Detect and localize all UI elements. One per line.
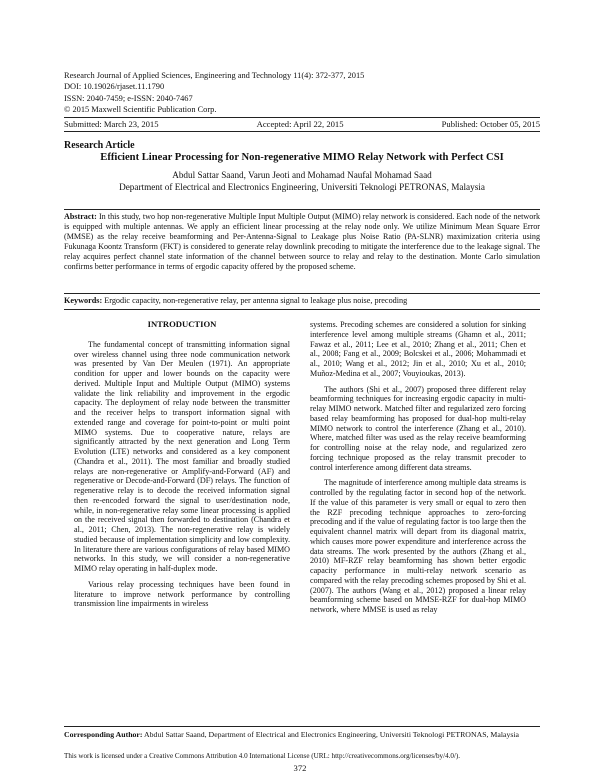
affiliation: Department of Electrical and Electronics Engineering, Universiti Teknologi PETRONAS, Malaysia (119, 182, 485, 192)
article-type: Research Article (64, 140, 135, 151)
paragraph: systems. Precoding schemes are considered a solution for sinking interference level among multiple streams (Ghamn et al., 2011; Fawaz et al., 2011; Lee et al., 2010; Zhang et al., 2011; Chen et al., 2008; Fang et al., 2009; Bolcskei et al., 2006; Mohammadi et al., 2010; Wang et al., 2012; Jin et al., 2010; Xu et al., 2010; Muñoz-Medina et al., 2007; Vouyioukas, 2013). (310, 320, 526, 378)
doi[interactable]: DOI: 10.19026/rjaset.11.1790 (64, 82, 165, 92)
issn: ISSN: 2040-7459; e-ISSN: 2040-7467 (64, 93, 193, 103)
page-number: 372 (293, 763, 307, 773)
accepted-date: Accepted: April 22, 2015 (256, 119, 344, 129)
published-date: Published: October 05, 2015 (441, 119, 540, 129)
authors: Abdul Sattar Saand, Varun Jeoti and Mohamad Naufal Mohamad Saad (172, 170, 432, 180)
submitted-date: Submitted: March 23, 2015 (64, 119, 159, 129)
keywords-text: Ergodic capacity, non-regenerative relay, per antenna signal to leakage plus noise, precoding (104, 296, 408, 305)
abstract (64, 212, 540, 271)
right-column (310, 320, 526, 621)
copyright: © 2015 Maxwell Scientific Publication Corp. (64, 105, 217, 115)
license-note: This work is licensed under a Creative Commons Attribution 4.0 International License (URL: http://creativecommons.org/licenses/by/4.0/). (64, 752, 461, 760)
divider-abstract-bottom (64, 293, 540, 294)
paragraph: The authors (Shi et al., 2007) proposed three different relay beamforming techniques for increasing ergodic capacity in multi-relay MIMO network. Matched filter and regularized zero forcing based relay beamforming has proposed for dual-hop multi-relay MIMO network to control the interference (Zhang et al., 2010). Where, matched filter was used as the relay receive beamforming for controlling noise at the relay node, and regularized zero forcing technique proposed as the relay transmit precoder to control interference among different data streams. (310, 384, 526, 472)
abstract-label: Abstract: (64, 212, 97, 221)
corresponding-label: Corresponding Author: (64, 730, 143, 739)
paragraph: Various relay processing techniques have been found in literature to improve network performance by controlling transmission line impairments in wireless (74, 579, 290, 609)
left-column (74, 320, 290, 615)
divider-dates (64, 131, 540, 132)
author-block (64, 169, 540, 193)
corresponding-author (64, 730, 540, 740)
abstract-text: In this study, two hop non-regenerative Multiple Input Multiple Output (MIMO) relay network is considered. Each node of the network is equipped with multiple antennas. We apply an efficient linear processing at the relay node only. We utilize Minimum Mean Square Error (MMSE) as the relay receive beamforming and Per-Antenna-Signal to Leakage plus Noise Ratio (PA-SLNR) maximization criteria using Fukunaga Koontz Transform (FKT) is considered to generate relay downlink precoding to mitigate the interference due to the leakage signal. The relay acquires perfect channel state information of the channel between source to relay and relay to the destination. Monte Carlo simulation confirms better performance in terms of ergodic capacity offered by the proposed scheme. (64, 212, 540, 271)
journal-citation: Research Journal of Applied Sciences, Engineering and Technology 11(4): 372-377, 2015 (64, 71, 365, 80)
divider-keywords (64, 309, 540, 310)
divider-abstract-top (64, 209, 540, 210)
paragraph: The fundamental concept of transmitting information signal over wireless channel using three node communication network was presented by Van Der Meulen (1971). An appropriate condition for upper and lower bounds on the capacity were derived. Multiple Input and Multiple Output (MIMO) systems validate the link reliability and improvement in the ergodic capacity. The deployment of relay node between the transmitter and the receiver helps to transport information signal with extended range and coverage for point-to-point or multi point MIMO systems. Due to cooperative nature, relays are significantly attracted by the next generation and Long Term Evolution (LTE) networks and considered as a key component (Chandra et al., 2011). The most familiar and broadly studied relays are non-regenerative or Amplify-and-Forward (AF) and regenerative or Decode-and-Forward (DF) relays. The function of regenerative relay is to decode the received information signal then re-encoded forward the signal to user/destination node, while, in non-regenerative relay some linear processing is applied on the received signal then forwarded to destination (Chandra et al., 2011; Chen, 2013). The non-regenerative relay is widely studied because of implementation simplicity and low complexity. In literature there are various configurations of relay based MIMO networks. In this study, we will consider a non-regenerative MIMO relay operating in half-duplex mode. (74, 339, 290, 573)
divider-footer (64, 726, 540, 727)
paper-title: Efficient Linear Processing for Non-regenerative MIMO Relay Network with Perfect CSI (100, 152, 504, 163)
section-heading-introduction: INTRODUCTION (147, 319, 217, 329)
divider-top (64, 117, 540, 118)
dates-row (64, 119, 540, 129)
paragraph: The magnitude of interference among multiple data streams is controlled by the regulating factor in second hop of the network. If the value of this parameter is very small or equal to zero then the RZF precoding technique approaches to zero-forcing precoding and if the value of regulating factor is too large then the equivalent channel matrix will depart from its diagonal matrix, which causes more power expenditure and interference across the data streams. The work presented by the authors (Zhang et al., 2010) MF-RZF relay beamforming has shown better ergodic capacity performance in multi-relay network scenario as compared with the relay precoding schemes proposed by Shi et al. (2007). The authors (Wang et al., 2012) proposed a linear relay beamforming scheme based on MMSE-RZF for dual-hop MIMO network, where MMSE is used as relay (310, 478, 526, 614)
corresponding-text: Abdul Sattar Saand, Department of Electrical and Electronics Engineering, Universiti Teknologi PETRONAS, Malaysia (144, 730, 520, 739)
journal-header (64, 70, 364, 116)
keywords (64, 296, 540, 305)
keywords-label: Keywords: (64, 296, 103, 305)
